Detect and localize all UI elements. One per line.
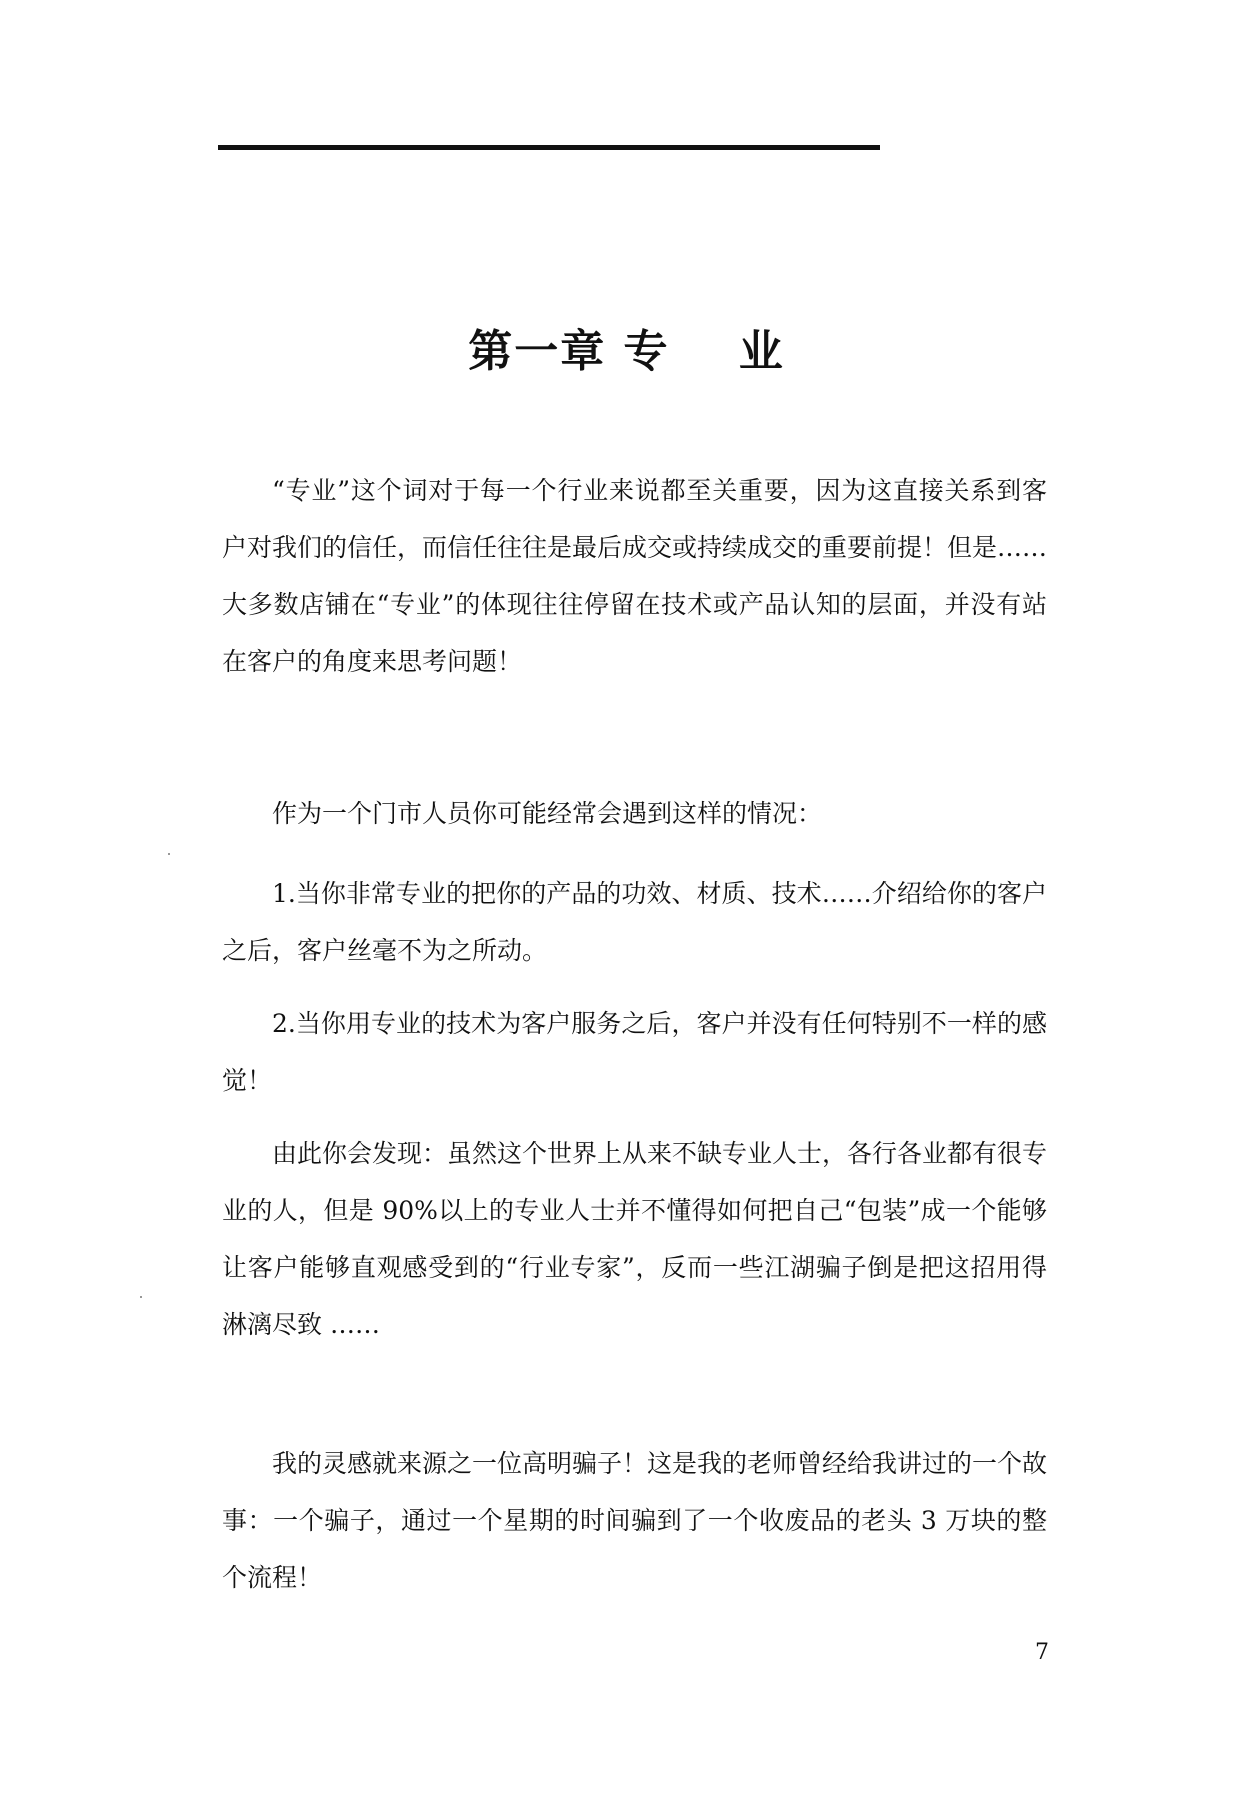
page-number: 7	[1035, 1640, 1049, 1665]
paragraph-discovery: 由此你会发现：虽然这个世界上从来不缺专业人士，各行各业都有很专业的人，但是 90%以上的专业人士并不懂得如何把自己“包装”成一个能够让客户能够直观感受到的“行业专家”，反而一些江湖骗子倒是把这招用得淋漓尽致 ……	[222, 1139, 1048, 1339]
chapter-title: 第一章 专 业	[468, 326, 785, 377]
header-rule	[218, 145, 880, 150]
scan-speck	[168, 853, 170, 855]
scan-speck	[140, 1296, 142, 1298]
paragraph-situation-intro: 作为一个门市人员你可能经常会遇到这样的情况：	[272, 799, 823, 828]
list-item-1: 1.当你非常专业的把你的产品的功效、材质、技术……介绍给你的客户之后，客户丝毫不为之所动。	[222, 879, 1047, 965]
paragraph-professional-intro: “专业”这个词对于每一个行业来说都至关重要，因为这直接关系到客户对我们的信任，而信任往往是最后成交或持续成交的重要前提！但是……大多数店铺在“专业”的体现往往停留在技术或产品认知的层面，并没有站在客户的角度来思考问题！	[222, 476, 1048, 676]
paragraph-inspiration: 我的灵感就来源之一位高明骗子！这是我的老师曾经给我讲过的一个故事：一个骗子，通过一个星期的时间骗到了一个收废品的老头 3 万块的整个流程！	[222, 1449, 1048, 1592]
list-item-2: 2.当你用专业的技术为客户服务之后，客户并没有任何特别不一样的感觉！	[222, 1009, 1047, 1095]
